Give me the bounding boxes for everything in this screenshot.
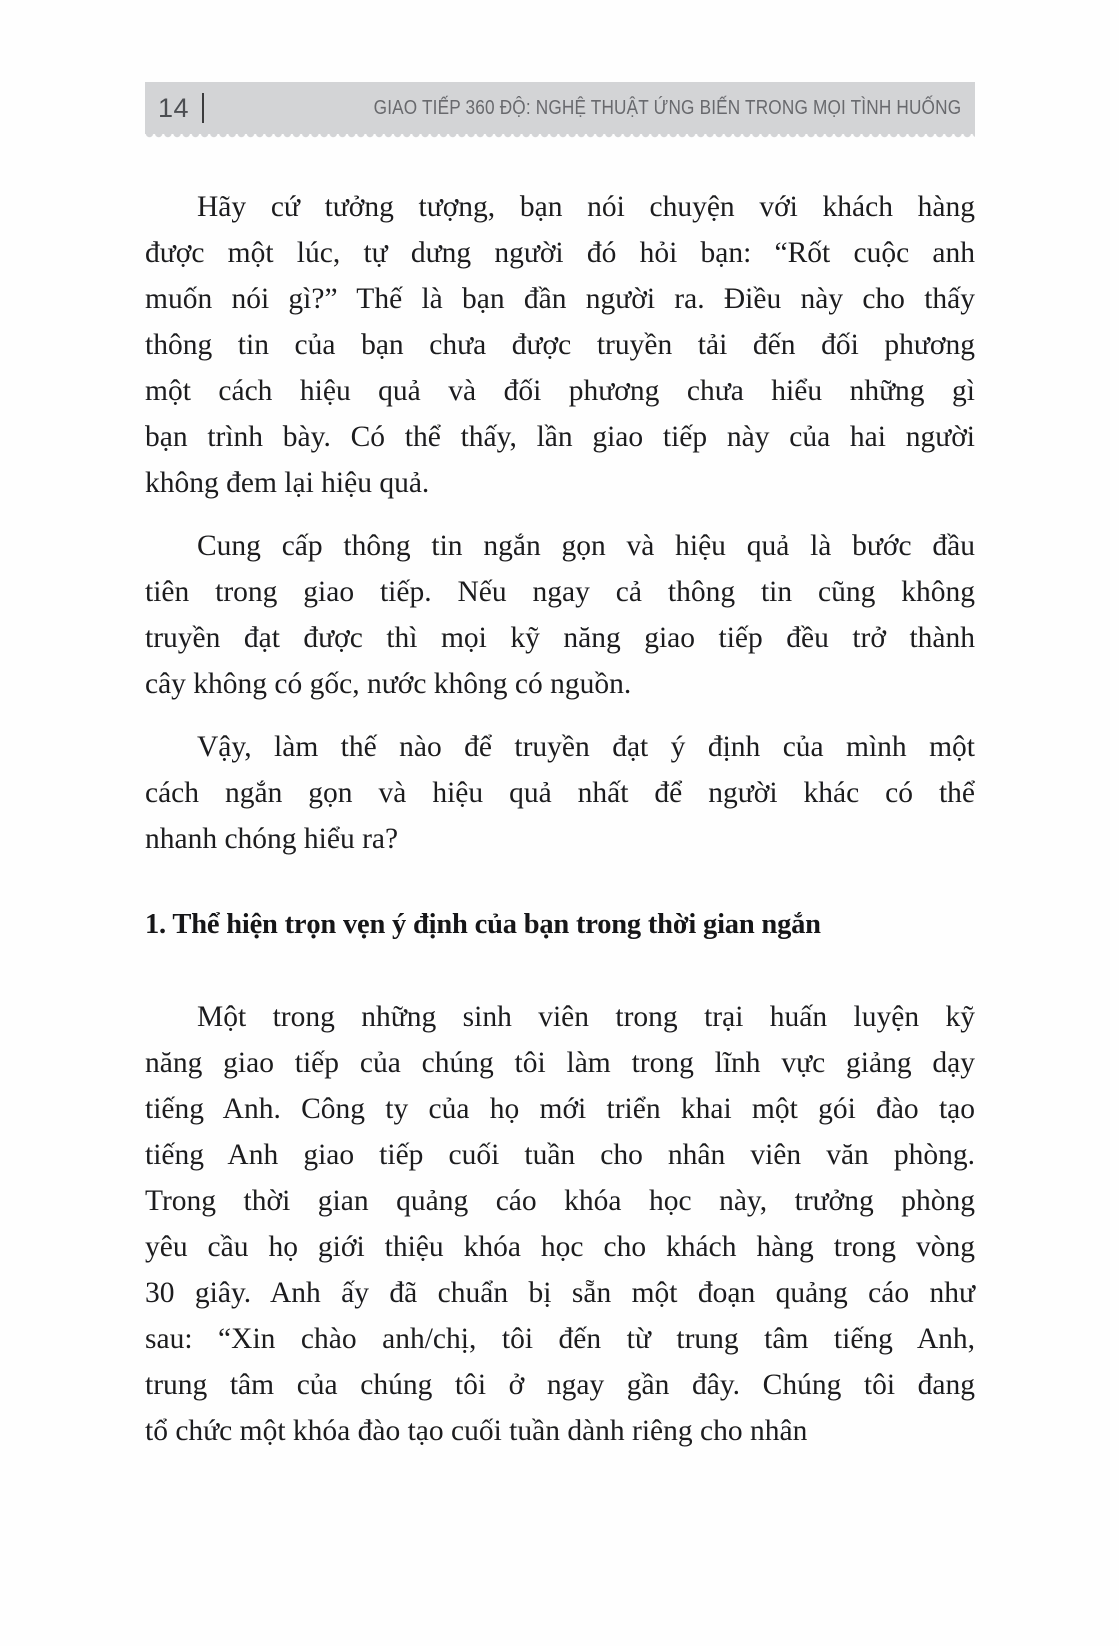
text-line: tiếng Anh. Công ty của họ mới triển khai một gói đào tạo <box>145 1093 975 1125</box>
paragraph <box>145 994 975 1454</box>
page-body <box>145 184 975 1454</box>
paragraph <box>145 523 975 707</box>
page-number-group <box>158 93 204 124</box>
text-line: trung tâm của chúng tôi ở ngay gần đây. Chúng tôi đang <box>145 1369 975 1401</box>
text-line: một cách hiệu quả và đối phương chưa hiểu những gì <box>145 375 975 407</box>
text-line: Vậy, làm thế nào để truyền đạt ý định của mình một <box>197 731 975 763</box>
text-line: yêu cầu họ giới thiệu khóa học cho khách hàng trong vòng <box>145 1231 975 1263</box>
text-line: 30 giây. Anh ấy đã chuẩn bị sẵn một đoạn quảng cáo như <box>145 1277 975 1309</box>
text-line: không đem lại hiệu quả. <box>145 467 430 499</box>
page-number-divider <box>202 93 204 123</box>
text-line: cây không có gốc, nước không có nguồn. <box>145 668 632 700</box>
text-line: cách ngắn gọn và hiệu quả nhất để người khác có thể <box>145 777 975 809</box>
text-line: tiên trong giao tiếp. Nếu ngay cả thông tin cũng không <box>145 576 975 608</box>
page-number: 14 <box>158 92 190 123</box>
paragraph <box>145 184 975 506</box>
text-line: tổ chức một khóa đào tạo cuối tuần dành riêng cho nhân <box>145 1415 808 1447</box>
page-header <box>145 82 975 134</box>
text-line: tiếng Anh giao tiếp cuối tuần cho nhân viên văn phòng. <box>145 1139 975 1171</box>
text-line: năng giao tiếp của chúng tôi làm trong lĩnh vực giảng dạy <box>145 1047 975 1079</box>
text-line: Trong thời gian quảng cáo khóa học này, trưởng phòng <box>145 1185 975 1217</box>
header-scallop-edge <box>145 134 975 142</box>
text-line: Cung cấp thông tin ngắn gọn và hiệu quả là bước đầu <box>197 530 975 562</box>
section-heading: 1. Thể hiện trọn vẹn ý định của bạn trong thời gian ngắn <box>145 909 821 940</box>
running-title: GIAO TIẾP 360 ĐỘ: NGHỆ THUẬT ỨNG BIẾN TRONG MỌI TÌNH HUỐNG <box>373 96 961 119</box>
text-line: Một trong những sinh viên trong trại huấn luyện kỹ <box>197 1001 975 1033</box>
text-line: muốn nói gì?” Thế là bạn đần người ra. Điều này cho thấy <box>145 283 975 315</box>
text-line: bạn trình bày. Có thể thấy, lần giao tiếp này của hai người <box>145 421 975 453</box>
text-line: nhanh chóng hiểu ra? <box>145 823 399 855</box>
text-line: Hãy cứ tưởng tượng, bạn nói chuyện với khách hàng <box>197 191 975 223</box>
text-line: sau: “Xin chào anh/chị, tôi đến từ trung tâm tiếng Anh, <box>145 1323 975 1355</box>
paragraph <box>145 724 975 862</box>
text-line: thông tin của bạn chưa được truyền tải đến đối phương <box>145 329 975 361</box>
text-line: truyền đạt được thì mọi kỹ năng giao tiếp đều trở thành <box>145 622 975 654</box>
text-line: được một lúc, tự dưng người đó hỏi bạn: “Rốt cuộc anh <box>145 237 975 269</box>
